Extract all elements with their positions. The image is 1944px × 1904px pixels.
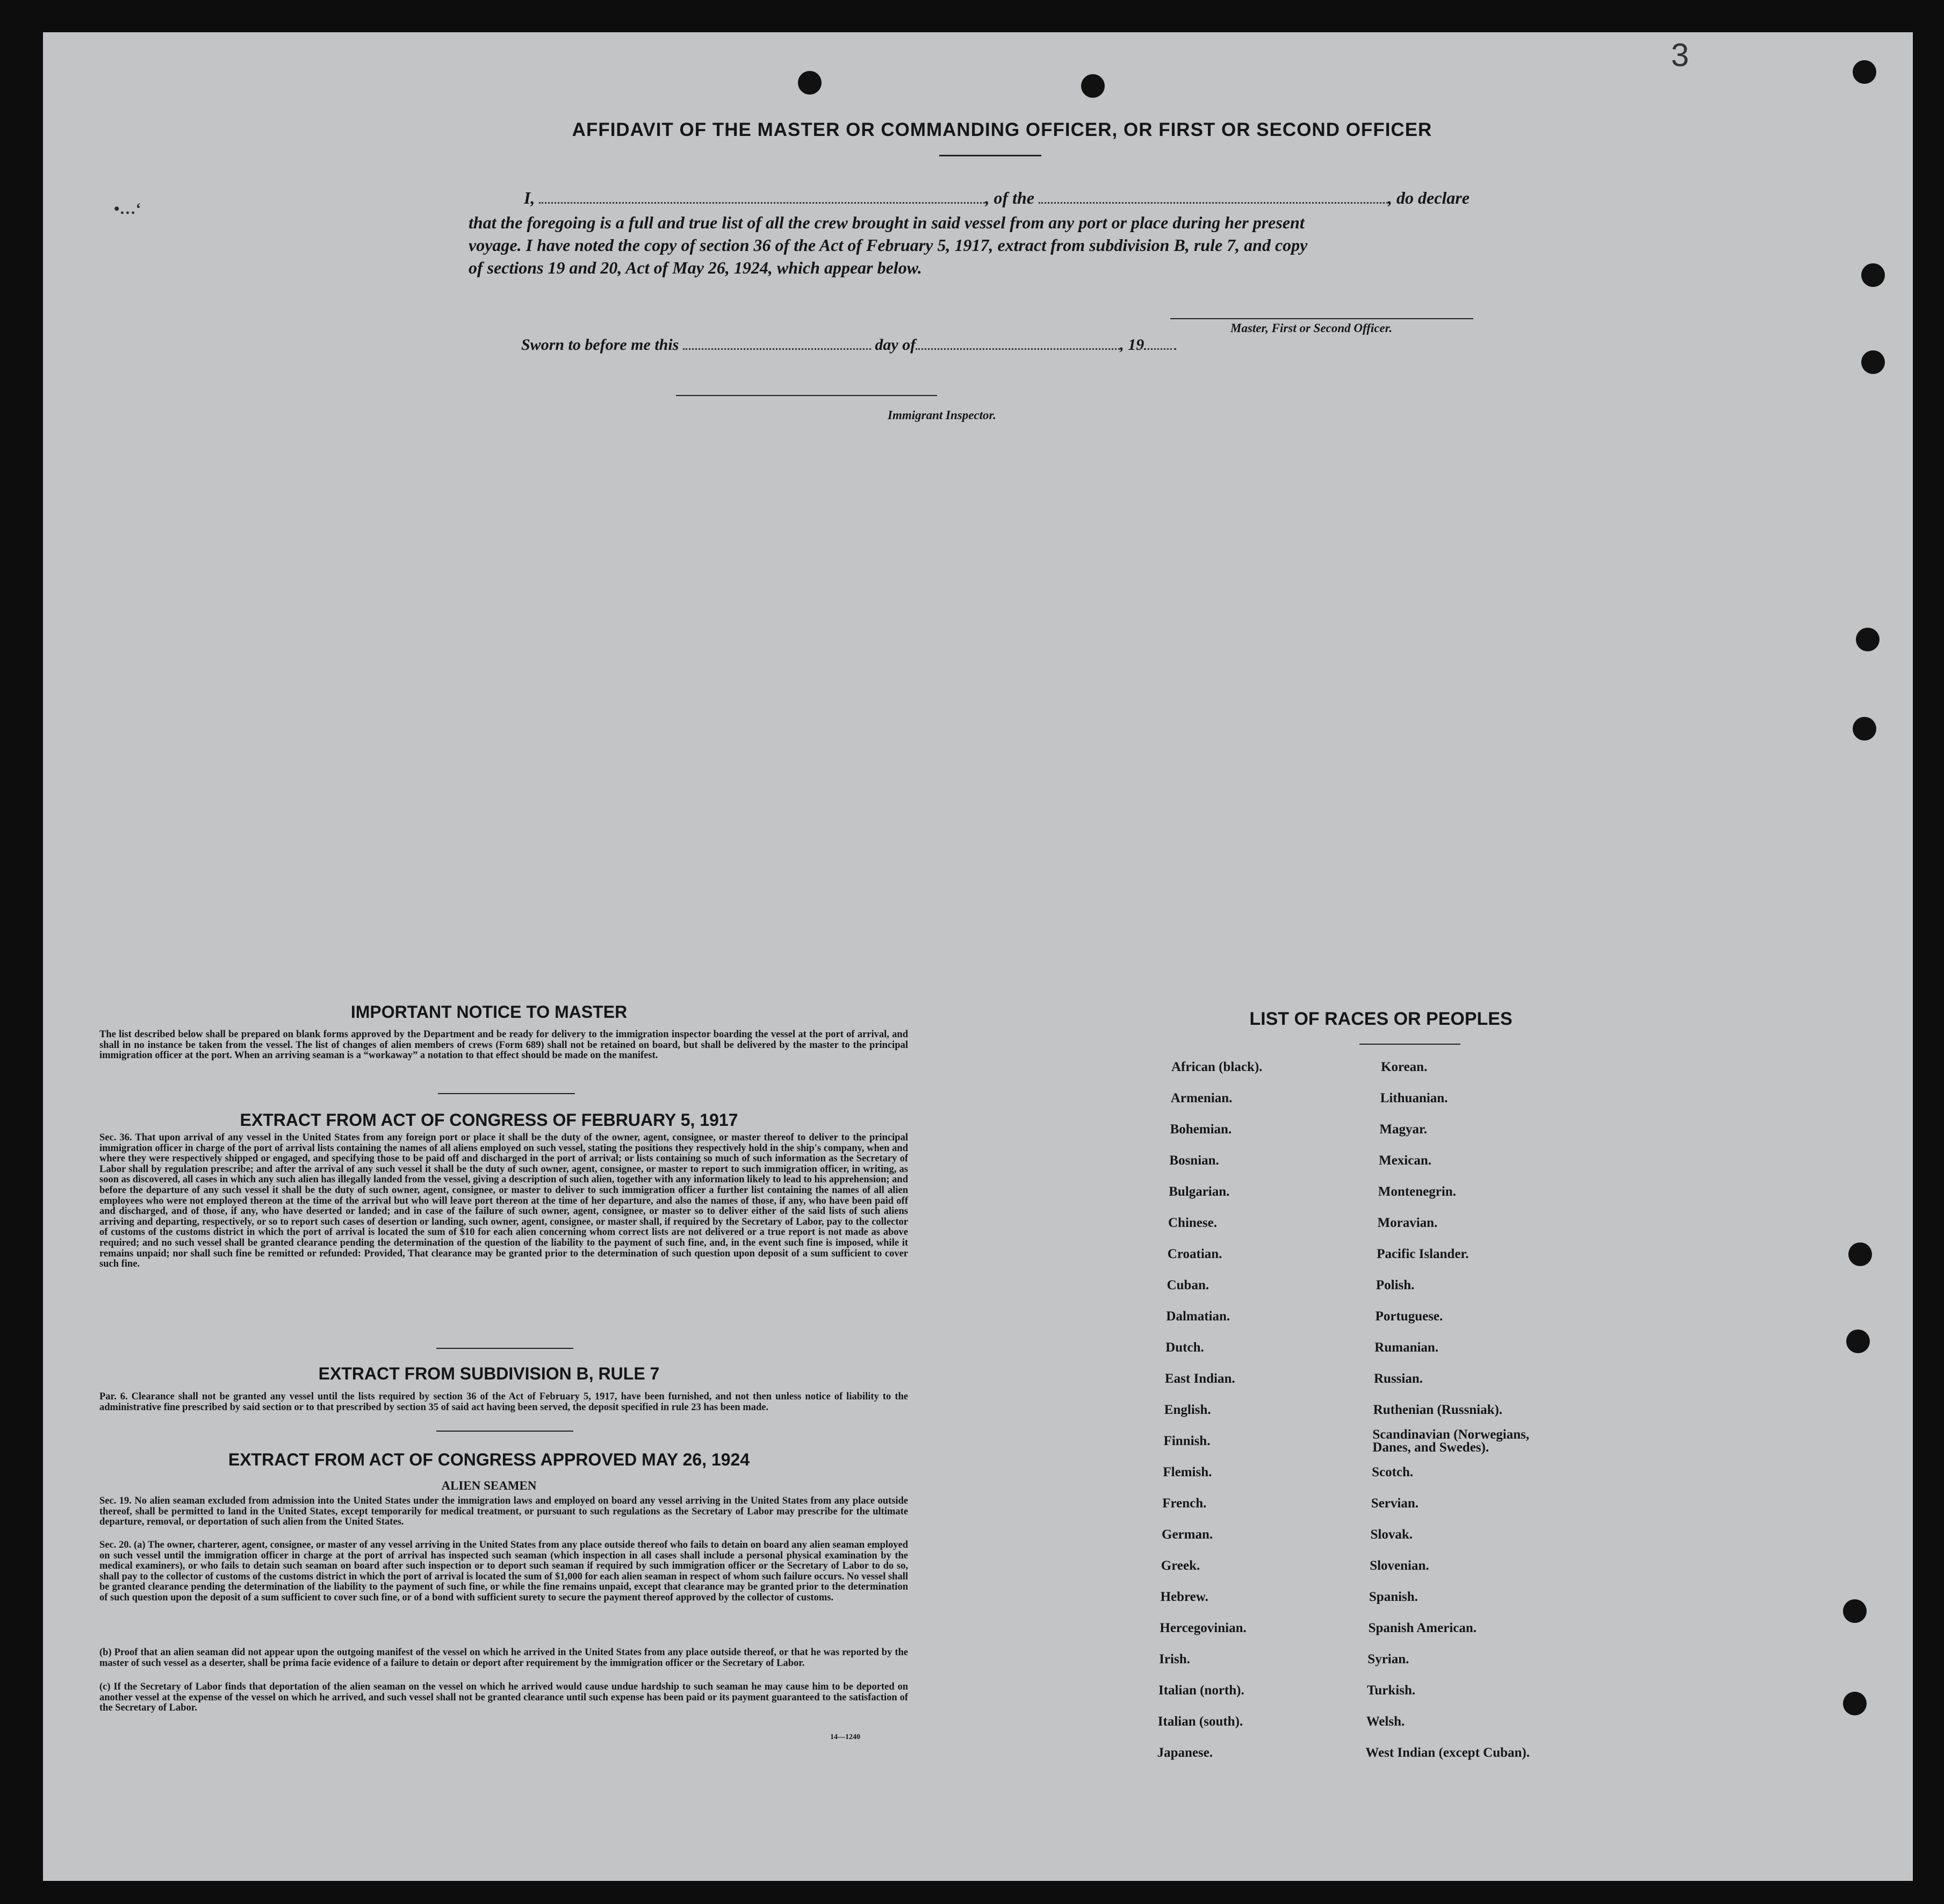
punch-hole: [1846, 1330, 1870, 1353]
punch-hole: [1861, 350, 1885, 374]
extract-1924-title: EXTRACT FROM ACT OF CONGRESS APPROVED MAY 26, 1924: [228, 1450, 750, 1469]
punch-hole: [1853, 60, 1876, 84]
race-item: Hercegovinian.: [1160, 1621, 1247, 1635]
race-item: Montenegrin.: [1378, 1184, 1456, 1199]
race-item: Dalmatian.: [1166, 1309, 1230, 1324]
sec20c-text: (c) If the Secretary of Labor finds that deportation of the alien seaman on the vessel on which he arrived would cause undue hardship to such seaman he may cause him to be deported on another vessel at the expense of the vessel on which he arrived, and such vessel shall not be granted clearance until such expense has been paid or its payment guaranteed to the satisfaction of the Secretary of Labor.: [99, 1682, 908, 1714]
punch-hole: [1843, 1692, 1867, 1715]
extract-1917-body: Sec. 36. That upon arrival of any vessel in the United States from any foreign port or place it shall be the duty of the owner, agent, consignee, or master thereof to deliver to the principal immigration officer in charge of the port of arrival lists containing the names of all aliens employed on such vessel, stating the positions they respectively hold in the ship's company, when and where they were respectively shipped or engaged, and specifying those to be paid off and discharged in the port of arrival; or lists containing so much of such information as the Secretary of Labor shall by regulation prescribe; and after the arrival of any such vessel it shall be the duty of such owner, agent, consignee, or master to report to such immigration officer, in writing, as soon as discovered, all cases in which any such alien has illegally landed from the vessel, giving a description of such alien, together with any information likely to lead to his apprehension; and before the departure of any such vessel it shall be the duty of such owner, agent, consignee, or master to deliver to such immigration officer a further list containing the names of all alien employees who were not employed thereon at the time of the arrival but who will leave port thereon at the time of her departure, and also the names of those, if any, who have been paid off and discharged, and of those, if any, who have deserted or landed; and in case of the failure of such owner, agent, consignee, or master so to deliver either of the said lists of such aliens arriving and departing, respectively, or so to report such cases of desertion or landing, such owner, agent, consignee, or master shall, if required by the Secretary of Labor, pay to the collector of customs of the customs district in which the port of arrival is located the sum of $10 for each alien concerning whom correct lists are not delivered or a true report is not made as above required; and no such vessel shall be granted clearance pending the determination of the question of the liability to the payment of such fine, and, in the event such fine is imposed, while it remains unpaid; nor shall such fine be remitted or refunded: Provided, That clearance may be granted prior to the determination of such question upon deposit of a sum sufficient to cover such fine.: [99, 1132, 908, 1270]
month-blank: [916, 346, 1120, 350]
inspector-caption: Immigrant Inspector.: [888, 408, 996, 422]
sworn-text: Sworn to before me this: [521, 336, 679, 354]
race-item: Chinese.: [1168, 1216, 1217, 1230]
race-item: Portuguese.: [1375, 1309, 1443, 1324]
race-item: Bohemian.: [1170, 1122, 1232, 1137]
race-item: Rumanian.: [1374, 1340, 1439, 1355]
race-item: East Indian.: [1165, 1371, 1235, 1386]
master-signature-line: [1170, 318, 1473, 319]
punch-hole: [1853, 717, 1876, 741]
race-item: Cuban.: [1167, 1278, 1209, 1292]
race-item: Italian (south).: [1157, 1714, 1243, 1729]
race-item: Mexican.: [1379, 1153, 1431, 1168]
race-item: West Indian (except Cuban).: [1365, 1745, 1530, 1760]
corner-page-mark: 3: [1671, 37, 1689, 73]
divider: [436, 1348, 573, 1349]
race-item: Ruthenian (Russniak).: [1373, 1403, 1503, 1417]
race-item: English.: [1164, 1403, 1211, 1417]
punch-hole: [798, 71, 822, 95]
extract-1917-title: EXTRACT FROM ACT OF CONGRESS OF FEBRUARY 5, 1917: [240, 1110, 738, 1130]
race-item: Irish.: [1159, 1652, 1190, 1666]
race-item: Magyar.: [1379, 1122, 1428, 1137]
day-of-text: day of: [875, 336, 916, 354]
alien-seamen-subtitle: ALIEN SEAMEN: [441, 1479, 537, 1492]
vessel-blank: [1039, 200, 1388, 204]
affidavit-line-1: [524, 188, 1470, 208]
race-item: Bulgarian.: [1169, 1184, 1230, 1199]
of-the-text: , of the: [985, 188, 1034, 207]
race-item: Slovenian.: [1370, 1558, 1429, 1573]
race-item: Servian.: [1371, 1496, 1419, 1511]
race-item: Polish.: [1376, 1278, 1415, 1292]
do-declare-text: , do declare: [1388, 188, 1470, 207]
race-item: Croatian.: [1167, 1247, 1222, 1261]
race-item: Japanese.: [1157, 1745, 1213, 1760]
race-item: Hebrew.: [1160, 1590, 1208, 1604]
race-item: Flemish.: [1163, 1465, 1212, 1479]
race-item: Finnish.: [1163, 1434, 1211, 1448]
race-item: Scotch.: [1372, 1465, 1414, 1479]
punch-hole: [1848, 1242, 1872, 1266]
extract-rule7-title: EXTRACT FROM SUBDIVISION B, RULE 7: [318, 1364, 660, 1383]
form-number: 14—1240: [830, 1733, 860, 1741]
race-item: Scandinavian (Norwegians, Danes, and Swedes).: [1372, 1427, 1530, 1455]
affidavit-line-4: of sections 19 and 20, Act of May 26, 1924, which appear below.: [469, 258, 922, 277]
race-item: Turkish.: [1367, 1683, 1416, 1698]
race-item: African (black).: [1171, 1060, 1263, 1074]
document-page: [43, 32, 1913, 1881]
notice-body: The list described below shall be prepared on blank forms approved by the Department and be ready for delivery to the immigration inspector boarding the vessel at the port of arrival, and shall in no instance be taken from the vessel. The list of changes of alien members of crews (Form 689) shall not be retained on board, but shall be delivered by the master to the principal immigration officer at the port. When an arriving seaman is a “workaway” a notation to that effect should be made on the manifest.: [99, 1029, 908, 1061]
affidavit-line-2: that the foregoing is a full and true list of all the crew brought in said vessel from any port or place during her present: [469, 213, 1305, 232]
race-item: French.: [1162, 1496, 1207, 1511]
name-blank: [539, 200, 985, 204]
divider: [436, 1431, 573, 1432]
affidavit-line-3: voyage. I have noted the copy of section 36 of the Act of February 5, 1917, extract from subdivision B, rule 7, and copy: [469, 235, 1308, 255]
race-item: Dutch.: [1165, 1340, 1204, 1355]
notice-title: IMPORTANT NOTICE TO MASTER: [350, 1002, 628, 1022]
race-item: Syrian.: [1367, 1652, 1409, 1666]
race-item: German.: [1162, 1527, 1213, 1542]
sec20a-text: Sec. 20. (a) The owner, charterer, agent, consignee, or master of any vessel arriving in the United States from any place outside thereof who fails to detain on board any alien seaman employed on such vessel until the immigration officer in charge at the port of arrival has inspected such seaman (which inspection in all cases shall include a personal physical examination by the medical examiners), or who fails to detain such seaman on board after such inspection or to deport such seaman if required by such immigration officer or the Secretary of Labor to do so, shall pay to the collector of customs of the customs district in which the port of arrival is located the sum of $1,000 for each alien seaman in respect of whom such failure occurs. No vessel shall be granted clearance pending the determination of the liability to the payment of such fine, or while the fine remains unpaid, except that clearance may be granted prior to the determination of such question upon the deposit of a sum sufficient to cover such fine, or of a bond with sufficient surety to secure the payment thereof approved by the collector of customs.: [99, 1540, 908, 1603]
sec19-text: Sec. 19. No alien seaman excluded from admission into the United States under the immigration laws and employed on board any vessel arriving in the United States from any place outside thereof, shall be permitted to land in the United States, except temporarily for medical treatment, or pursuant to such regulations as the Secretary of Labor may prescribe for the ultimate departure, removal, or deportation of such alien from the United States.: [99, 1496, 908, 1528]
sworn-day-blank: [683, 346, 871, 350]
inspector-signature-line: [676, 395, 937, 396]
race-item: Bosnian.: [1169, 1153, 1219, 1168]
punch-hole: [1081, 74, 1105, 98]
race-item: Italian (north).: [1158, 1683, 1244, 1698]
race-item: Korean.: [1381, 1060, 1428, 1074]
races-title: LIST OF RACES OR PEOPLES: [1249, 1009, 1513, 1029]
master-caption: Master, First or Second Officer.: [1230, 321, 1393, 335]
divider: [1359, 1044, 1460, 1045]
stamp-mark: •…‘: [114, 200, 141, 218]
affidavit-title: AFFIDAVIT OF THE MASTER OR COMMANDING OFFICER, OR FIRST OR SECOND OFFICER: [572, 119, 1432, 140]
i-word: I,: [524, 188, 535, 207]
race-item: Spanish.: [1369, 1590, 1418, 1604]
race-item: Pacific Islander.: [1377, 1247, 1469, 1261]
punch-hole: [1856, 628, 1880, 651]
punch-hole: [1861, 263, 1885, 287]
race-item: Welsh.: [1366, 1714, 1405, 1729]
race-item: Moravian.: [1377, 1216, 1438, 1230]
race-item: Armenian.: [1170, 1091, 1233, 1105]
divider: [939, 155, 1041, 156]
extract-rule7-body: Par. 6. Clearance shall not be granted any vessel until the lists required by section 36 of the Act of February 5, 1917, have been furnished, and not then unless notice of liability to the administrative fine prescribed by said section or to that prescribed by section 35 of said act having been served, the deposit specified in rule 23 has been made.: [99, 1391, 908, 1413]
race-item: Russian.: [1374, 1371, 1423, 1386]
year-blank: [1144, 346, 1176, 350]
race-item: Spanish American.: [1368, 1621, 1477, 1635]
race-item: Lithuanian.: [1380, 1091, 1448, 1105]
race-item: Slovak.: [1370, 1527, 1413, 1542]
divider: [438, 1093, 575, 1094]
year-text: , 19: [1120, 336, 1144, 354]
race-item: Greek.: [1161, 1558, 1200, 1573]
punch-hole: [1843, 1599, 1867, 1623]
sworn-line: [521, 336, 1176, 354]
sec20b-text: (b) Proof that an alien seaman did not appear upon the outgoing manifest of the vessel on which he arrived in the United States from any place outside thereof, or that he was reported by the master of such vessel as a deserter, shall be prima facie evidence of a failure to detain or deport after requirement by the immigration officer or the Secretary of Labor.: [99, 1647, 908, 1669]
